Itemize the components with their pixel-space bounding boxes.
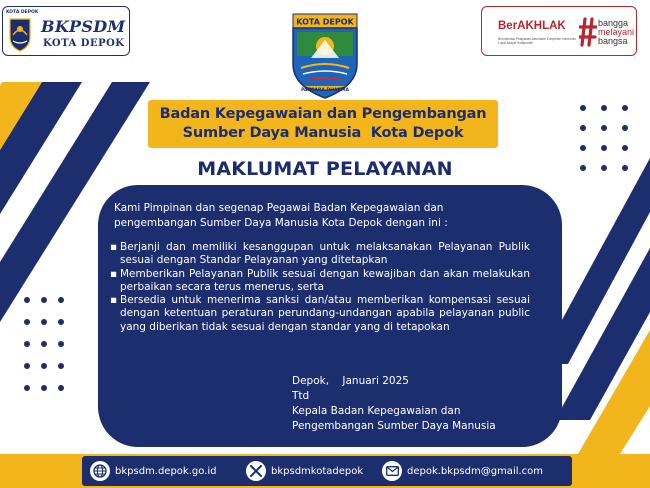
pledge-list [110,241,530,334]
emblem-caption: KOTA DEPOK [6,10,39,15]
pledge-text: Berjanji dan memiliki kesanggupan untuk melaksanakan Pelayanan Publik sesuai dengan Standar Pelayanan yang ditetapkan [120,241,530,267]
pledge-item [110,294,530,334]
bullet-icon: ▪ [110,267,118,280]
crest-top-label: KOTA DEPOK [296,17,354,27]
agency-name-banner [148,100,498,148]
signature-position-line1: Kepala Badan Kepegawaian dan [292,405,461,417]
intro-line2: pengembangan Sumber Daya Manusia Kota Depok dengan ini : [114,217,448,229]
email-link[interactable] [382,461,543,481]
logo-name-line2: KOTA DEPOK [43,38,125,49]
website-link[interactable] [90,461,217,481]
banner-line2: Sumber Daya Manusia Kota Depok [182,125,464,141]
header [0,0,650,93]
bangga-melayani-slogan [598,19,634,46]
intro-line1: Kami Pimpinan dan segenap Pegawai Badan Kepegawaian dan [114,202,444,214]
contact-bar [82,456,572,486]
slogan-line1: bangga [598,18,629,28]
maklumat-card [98,185,562,447]
slogan-line3: bangsa [598,36,628,46]
berakhlak-logo [481,6,637,56]
berakhlak-tagline: Berorientasi Pelayanan Akuntabel Kompeten Harmonis Loyal Adaptif Kolaboratif [498,37,576,45]
signature-block [292,374,496,434]
x-twitter-icon [246,461,266,481]
bkpsdm-logo [2,6,130,56]
signature-ttd: Ttd [292,390,310,402]
bullet-icon: ▪ [110,241,118,253]
website-text: bkpsdm.depok.go.id [115,465,217,477]
email-text: depok.bkpsdm@gmail.com [407,465,544,477]
banner-line1: Badan Kepegawaian dan Pengembangan [159,106,487,122]
slogan-line2: melayani [598,27,635,37]
social-link[interactable] [246,461,363,481]
pledge-item [110,241,530,268]
berakhlak-brand: BerAKHLAK [498,20,566,32]
mail-icon [382,461,402,481]
bullet-icon: ▪ [110,294,118,307]
signature-position-line2: Pengembangan Sumber Daya Manusia [292,420,496,432]
logo-name-line1: BKPSDM [41,17,126,36]
intro-text [114,201,534,231]
pledge-item [110,268,530,295]
hashtag-icon [579,17,597,47]
pledge-text: Memberikan Pelayanan Publik sesuai dengan kewajiban dan akan melakukan perbaikan secara terus menerus, serta [120,267,530,293]
pledge-text: Bersedia untuk menerima sanksi dan/atau memberikan kompensasi sesuai dengan ketentuan peraturan perundang-undangan apabila pelayanan public yang diberikan tidak sesuai dengan standar yang di tetapokan [120,294,530,333]
globe-icon [90,461,110,481]
page-title: MAKLUMAT PELAYANAN [197,158,453,180]
depok-emblem-icon [7,11,33,53]
crest-motto: PANCARA DHARMA [301,88,349,93]
social-text: bkpsdmkotadepok [271,465,364,477]
signature-date: Depok, Januari 2025 [292,375,409,387]
kota-depok-crest-icon [287,12,363,100]
footer [0,454,650,488]
